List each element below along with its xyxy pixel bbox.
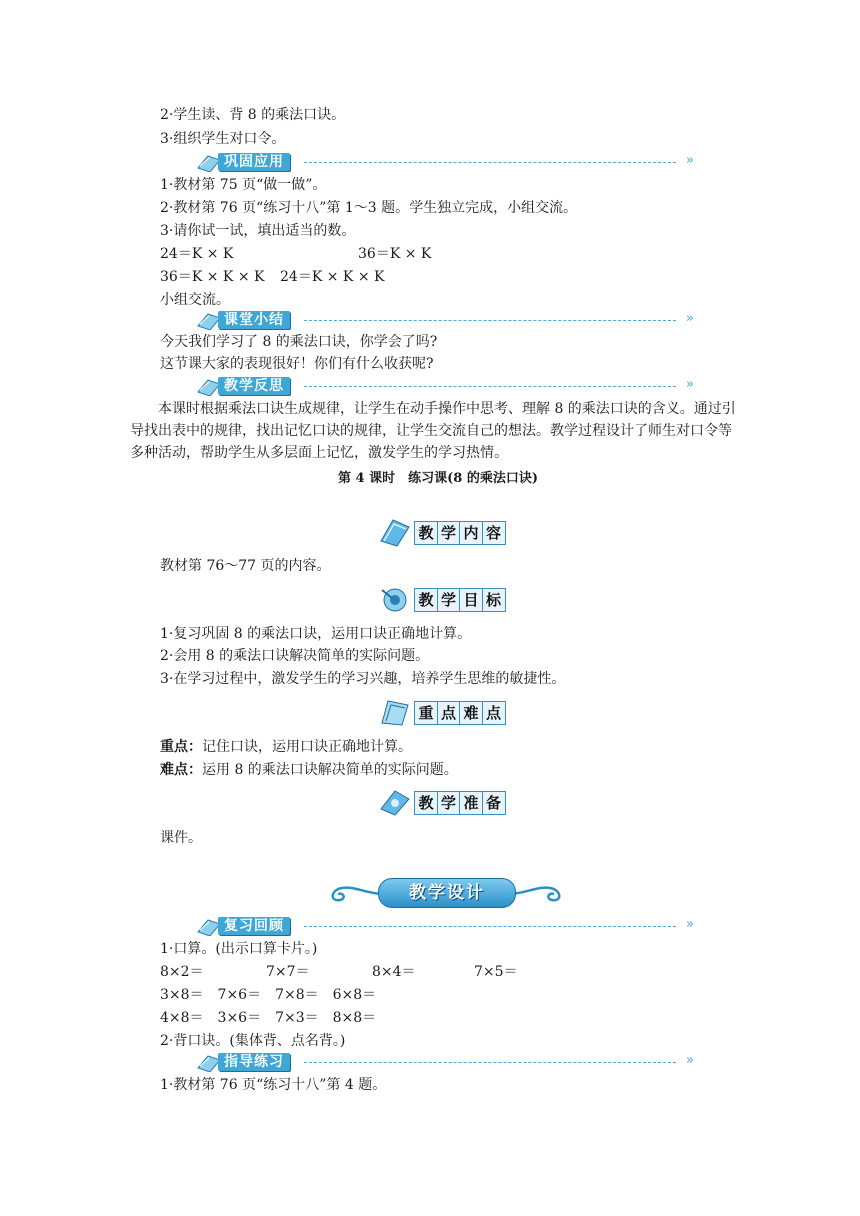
heading-teaching-content bbox=[378, 517, 518, 547]
text-line: 2·教材第 76 页“练习十八”第 1～3 题。学生独立完成，小组交流。 bbox=[160, 200, 578, 216]
heading-char: 标 bbox=[482, 588, 506, 612]
calc-item: 7×5＝ bbox=[474, 964, 518, 980]
design-banner bbox=[326, 876, 566, 910]
folder-icon bbox=[378, 517, 412, 547]
heading-char: 学 bbox=[437, 588, 461, 612]
text-line: 2·背口诀。(集体背、点名背。) bbox=[160, 1033, 346, 1049]
heading-char: 教 bbox=[414, 791, 438, 815]
dashed-divider bbox=[304, 386, 676, 387]
section-label: 课堂小结 bbox=[218, 311, 290, 329]
heading-char: 目 bbox=[459, 588, 483, 612]
diff-label: 难点： bbox=[160, 762, 202, 778]
calc-row: 3×8＝ 7×6＝ 7×8＝ 6×8＝ bbox=[160, 987, 377, 1003]
double-chevron-icon: » bbox=[686, 153, 694, 168]
text-line: 3·组织学生对口令。 bbox=[160, 131, 286, 147]
fill-blank: 24＝K × K × K bbox=[280, 269, 385, 285]
heading-char: 学 bbox=[437, 791, 461, 815]
book-stack-icon bbox=[378, 787, 412, 817]
diff-text: 运用 8 的乘法口诀解决简单的实际问题。 bbox=[202, 762, 458, 778]
section-label: 巩固应用 bbox=[218, 153, 290, 171]
heading-char: 教 bbox=[414, 588, 438, 612]
double-chevron-icon: » bbox=[686, 377, 694, 392]
key-point-line bbox=[160, 738, 412, 756]
heading-char: 内 bbox=[459, 521, 483, 545]
heading-char: 难 bbox=[459, 701, 483, 725]
fill-blank: 36＝K × K bbox=[358, 246, 432, 262]
double-chevron-icon: » bbox=[686, 917, 694, 932]
text-line: 1·教材第 76 页“练习十八”第 4 题。 bbox=[160, 1077, 387, 1093]
fill-blank: 36＝K × K × K bbox=[160, 269, 265, 285]
text-line: 今天我们学习了 8 的乘法口诀，你学会了吗? bbox=[160, 334, 438, 350]
heading-char: 点 bbox=[437, 701, 461, 725]
calc-row: 4×8＝ 3×6＝ 7×3＝ 8×8＝ bbox=[160, 1010, 377, 1026]
text-line: 2·学生读、背 8 的乘法口诀。 bbox=[160, 107, 346, 123]
heading-key-points bbox=[378, 697, 518, 727]
heading-teaching-prep bbox=[378, 787, 518, 817]
heading-char: 容 bbox=[482, 521, 506, 545]
section-label: 复习回顾 bbox=[218, 917, 290, 935]
pages-icon bbox=[378, 697, 412, 727]
text-line: 3·请你试一试，填出适当的数。 bbox=[160, 223, 356, 239]
text-line: 1·教材第 75 页“做一做”。 bbox=[160, 177, 327, 193]
banner-title: 教学设计 bbox=[378, 878, 516, 908]
text-line: 小组交流。 bbox=[160, 292, 230, 308]
section-bar-zhidao bbox=[196, 1050, 696, 1074]
scroll-ornament-left-icon bbox=[326, 882, 386, 906]
reflection-paragraph: 本课时根据乘法口诀生成规律，让学生在动手操作中思考、理解 8 的乘法口诀的含义。通过引导找出表中的规律，找出记忆口诀的规律，让学生交流自己的想法。教学过程设计了师生对口令等多种活动，帮助学生从多层面上记忆，激发学生的学习热情。 bbox=[130, 401, 736, 461]
dashed-divider bbox=[304, 926, 676, 927]
double-chevron-icon: » bbox=[686, 1053, 694, 1068]
target-icon bbox=[378, 584, 412, 614]
section-label: 指导练习 bbox=[218, 1053, 290, 1071]
text-line: 3·在学习过程中，激发学生的学习兴趣，培养学生思维的敏捷性。 bbox=[160, 671, 566, 687]
text-line: 这节课大家的表现很好！你们有什么收获呢? bbox=[160, 356, 434, 372]
dashed-divider bbox=[304, 320, 676, 321]
heading-char: 学 bbox=[437, 521, 461, 545]
lesson-title: 第 4 课时 练习课(8 的乘法口诀) bbox=[338, 471, 538, 486]
heading-char: 准 bbox=[459, 791, 483, 815]
section-bar-ketang bbox=[196, 308, 696, 332]
text-line: 1·复习巩固 8 的乘法口诀，运用口诀正确地计算。 bbox=[160, 626, 472, 642]
text-line: 2·会用 8 的乘法口诀解决简单的实际问题。 bbox=[160, 648, 430, 664]
heading-teaching-goals bbox=[378, 584, 518, 614]
calc-item: 8×2＝ bbox=[160, 964, 204, 980]
heading-char: 教 bbox=[414, 521, 438, 545]
double-chevron-icon: » bbox=[686, 311, 694, 326]
section-label: 教学反思 bbox=[218, 377, 290, 395]
calc-item: 7×7＝ bbox=[266, 964, 310, 980]
heading-char: 备 bbox=[482, 791, 506, 815]
key-text: 记住口诀，运用口诀正确地计算。 bbox=[202, 739, 412, 755]
key-label: 重点： bbox=[160, 739, 202, 755]
section-bar-fuxi bbox=[196, 914, 696, 938]
text-line: 课件。 bbox=[160, 830, 202, 846]
text-line: 教材第 76～77 页的内容。 bbox=[160, 558, 331, 574]
heading-char: 重 bbox=[414, 701, 438, 725]
dashed-divider bbox=[304, 162, 676, 163]
section-bar-gonggu bbox=[196, 150, 696, 174]
text-line: 1·口算。(出示口算卡片。) bbox=[160, 941, 318, 957]
fill-blank: 24＝K × K bbox=[160, 246, 234, 262]
heading-char: 点 bbox=[482, 701, 506, 725]
section-bar-fansi bbox=[196, 374, 696, 398]
difficulty-line bbox=[160, 761, 458, 779]
calc-item: 8×4＝ bbox=[372, 964, 416, 980]
dashed-divider bbox=[304, 1062, 676, 1063]
